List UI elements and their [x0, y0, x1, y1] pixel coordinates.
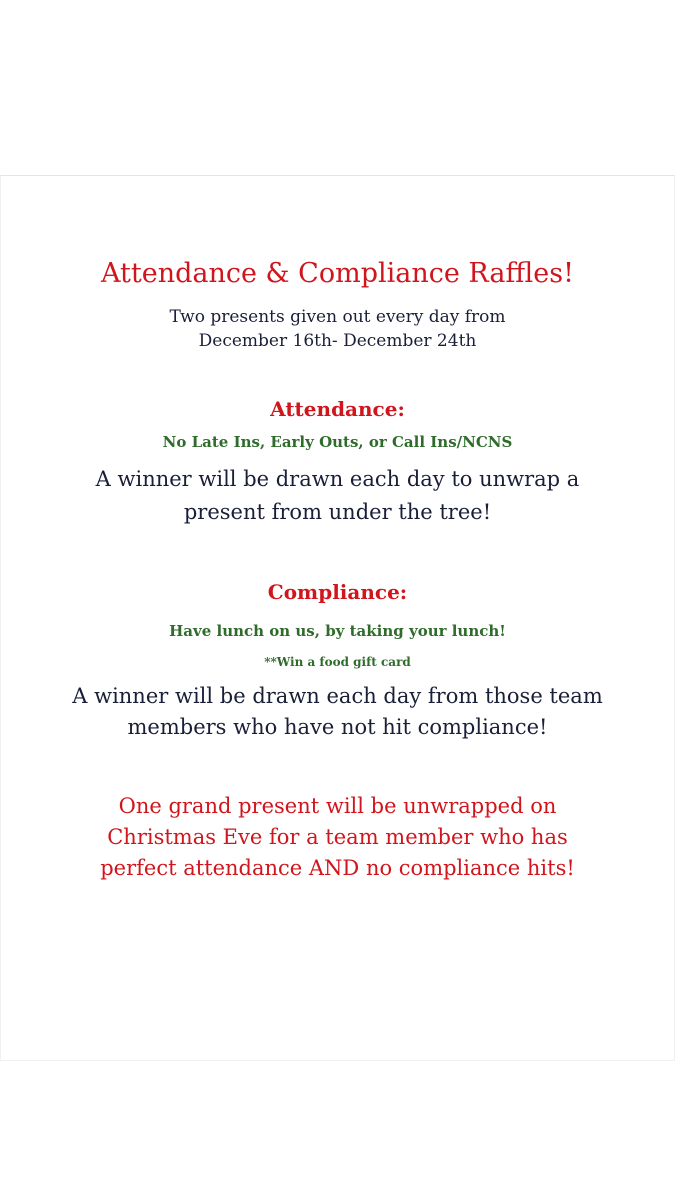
compliance-note: **Win a food gift card [264, 655, 411, 669]
compliance-description-line-1: A winner will be drawn each day from those team [72, 684, 603, 708]
flyer-subtitle-line-1: Two presents given out every day from [169, 307, 506, 327]
compliance-rule: Have lunch on us, by taking your lunch! [169, 622, 506, 640]
attendance-rule: No Late Ins, Early Outs, or Call Ins/NCNS [162, 433, 513, 451]
attendance-heading: Attendance: [270, 397, 405, 421]
flyer-title: Attendance & Compliance Raffles! [101, 258, 574, 289]
flyer-subtitle-line-2: December 16th- December 24th [198, 331, 477, 351]
compliance-heading: Compliance: [267, 580, 408, 604]
attendance-description-line-2: present from under the tree! [183, 500, 492, 524]
grand-prize-line-1: One grand present will be unwrapped on [118, 794, 557, 818]
grand-prize-line-2: Christmas Eve for a team member who has [107, 825, 568, 849]
compliance-description-line-2: members who have not hit compliance! [127, 715, 548, 739]
attendance-description-line-1: A winner will be drawn each day to unwrap a [95, 467, 580, 491]
grand-prize-line-3: perfect attendance AND no compliance hits! [100, 856, 575, 880]
